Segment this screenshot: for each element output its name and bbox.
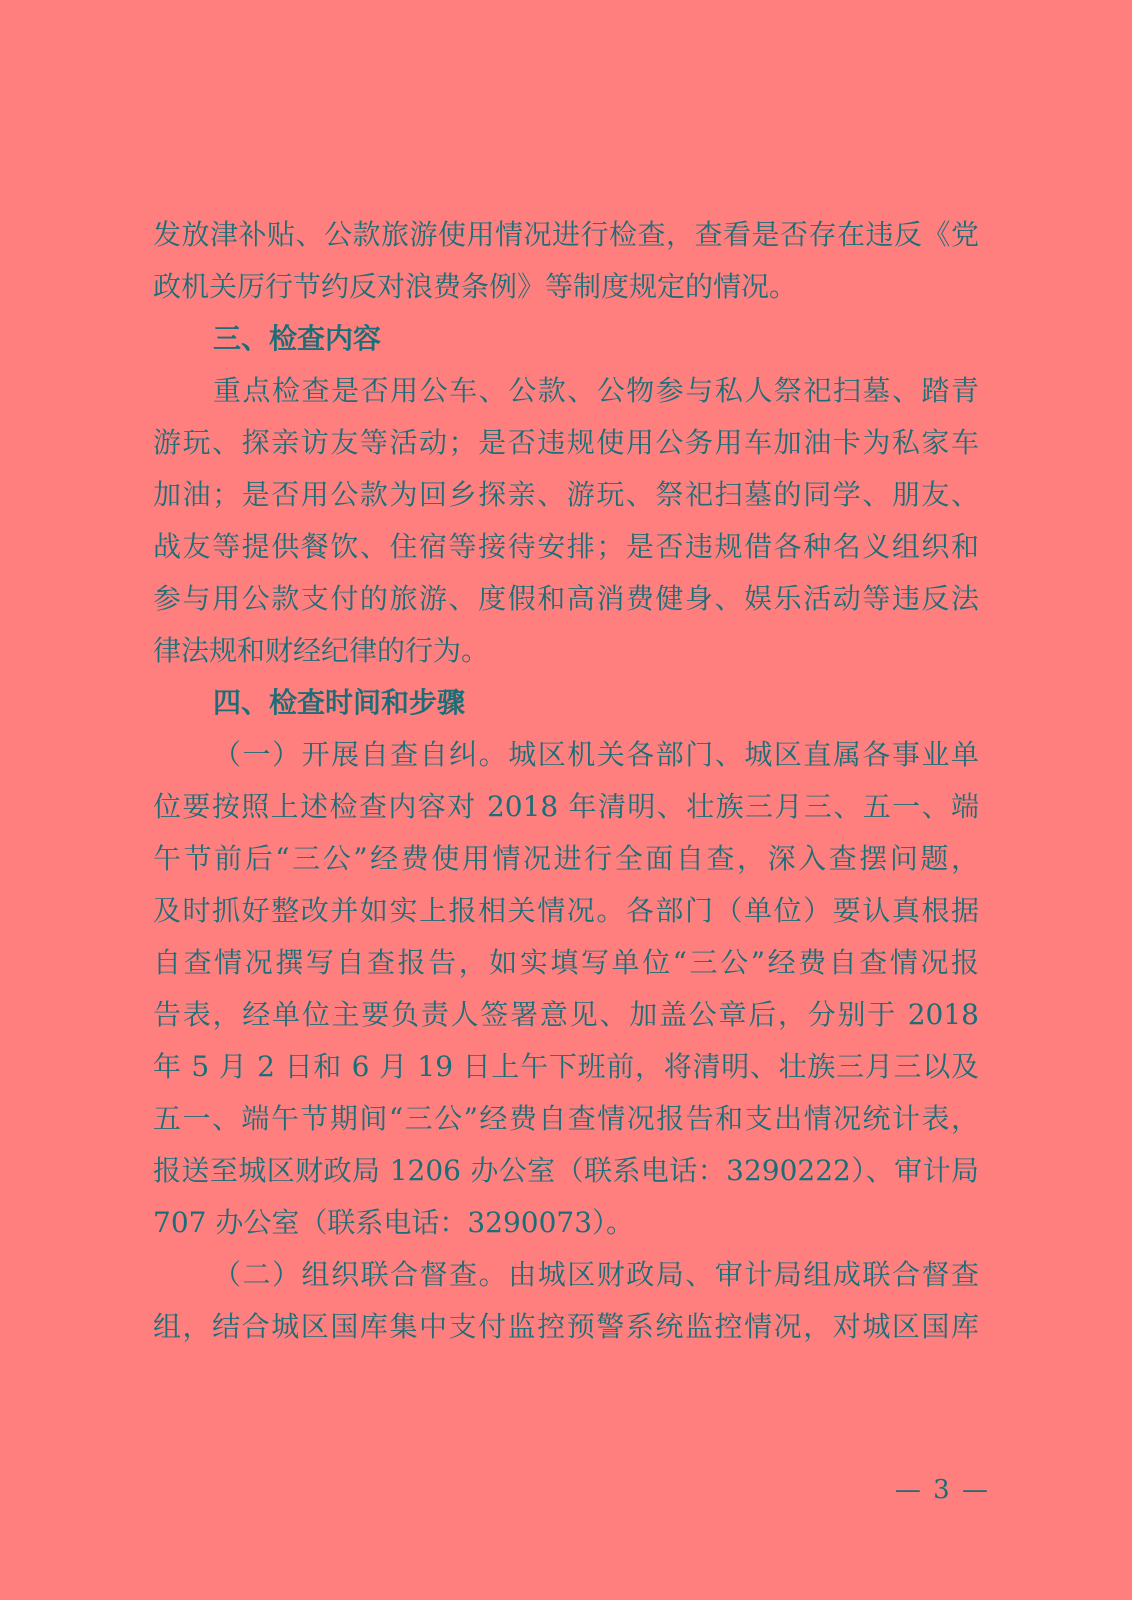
- body-text-line: 政机关厉行节约反对浪费条例》等制度规定的情况。: [153, 270, 798, 303]
- body-text-line: 游玩、探亲访友等活动；是否违规使用公务用车加油卡为私家车: [153, 426, 979, 459]
- body-text-line: 及时抓好整改并如实上报相关情况。各部门（单位）要认真根据: [153, 894, 979, 927]
- body-text-line: 律法规和财经纪律的行为。: [153, 634, 490, 667]
- body-text-line: 位要按照上述检查内容对 2018 年清明、壮族三月三、五一、端: [153, 790, 979, 823]
- body-text-line: 五一、端午节期间“三公”经费自查情况报告和支出情况统计表，: [153, 1102, 979, 1135]
- body-text-line: 加油；是否用公款为回乡探亲、游玩、祭祀扫墓的同学、朋友、: [153, 478, 979, 511]
- page-number: — 3 —: [894, 1475, 990, 1505]
- body-text-line: 年 5 月 2 日和 6 月 19 日上午下班前，将清明、壮族三月三以及: [153, 1050, 979, 1083]
- body-text-line: 重点检查是否用公车、公款、公物参与私人祭祀扫墓、踏青: [213, 374, 979, 407]
- body-text-line: 参与用公款支付的旅游、度假和高消费健身、娱乐活动等违反法: [153, 582, 979, 615]
- body-text-line: 自查情况撰写自查报告，如实填写单位“三公”经费自查情况报: [153, 946, 979, 979]
- body-text-line: 707 办公室（联系电话：3290073）。: [153, 1206, 635, 1239]
- body-text-line: （二）组织联合督查。由城区财政局、审计局组成联合督查: [213, 1258, 979, 1291]
- body-text-line: 报送至城区财政局 1206 办公室（联系电话：3290222）、审计局: [153, 1154, 979, 1187]
- body-text-line: （一）开展自查自纠。城区机关各部门、城区直属各事业单: [213, 738, 979, 771]
- body-text-line: 午节前后“三公”经费使用情况进行全面自查，深入查摆问题，: [153, 842, 979, 875]
- section-heading-time-steps: 四、检查时间和步骤: [213, 686, 466, 719]
- section-heading-content: 三、检查内容: [213, 322, 382, 355]
- body-text-line: 发放津补贴、公款旅游使用情况进行检查，查看是否存在违反《党: [153, 218, 979, 251]
- body-text-line: 告表，经单位主要负责人签署意见、加盖公章后，分别于 2018: [153, 998, 979, 1031]
- body-text-line: 组，结合城区国库集中支付监控预警系统监控情况，对城区国库: [153, 1310, 979, 1343]
- body-text-line: 战友等提供餐饮、住宿等接待安排；是否违规借各种名义组织和: [153, 530, 979, 563]
